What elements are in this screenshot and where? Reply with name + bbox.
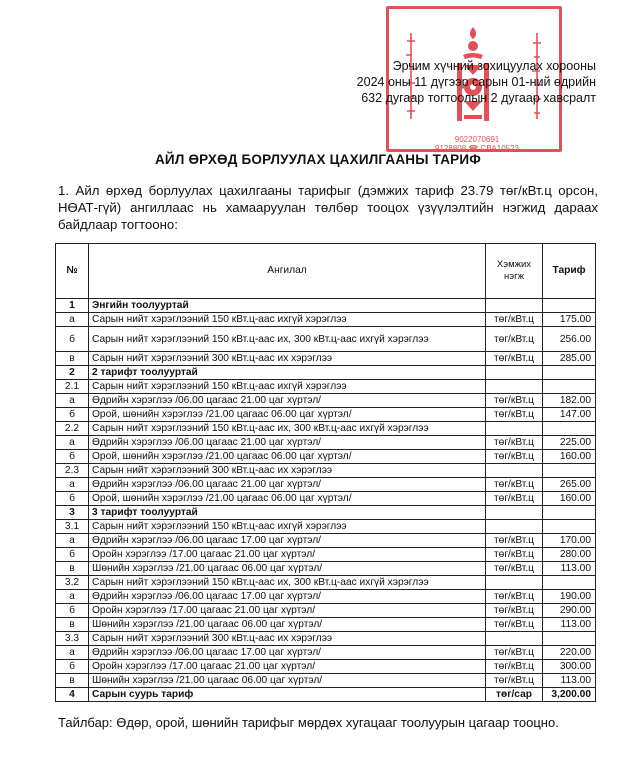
row-label: Оройн хэрэглээ /17.00 цагаас 21.00 цаг хүртэл/	[89, 548, 486, 562]
table-row	[56, 562, 596, 576]
table-row	[56, 590, 596, 604]
row-unit	[486, 520, 543, 534]
row-unit: төг/кВт.ц	[486, 618, 543, 632]
row-price: 160.00	[543, 450, 596, 464]
approval-note	[357, 58, 596, 106]
row-unit: төг/кВт.ц	[486, 562, 543, 576]
row-label: Өдрийн хэрэглээ /06.00 цагаас 17.00 цаг хүртэл/	[89, 646, 486, 660]
header-num: №	[56, 244, 89, 299]
row-price: 220.00	[543, 646, 596, 660]
row-unit: төг/кВт.ц	[486, 674, 543, 688]
table-row	[56, 576, 596, 590]
row-price	[543, 464, 596, 478]
row-num: б	[56, 660, 89, 674]
row-num: а	[56, 478, 89, 492]
row-price: 265.00	[543, 478, 596, 492]
row-label: Шөнийн хэрэглээ /21.00 цагаас 06.00 цаг хүртэл/	[89, 618, 486, 632]
row-num: а	[56, 590, 89, 604]
table-row	[56, 408, 596, 422]
stamp-number-2: 9128808 ☎ СВА10523	[435, 144, 519, 153]
table-header-row	[56, 244, 596, 299]
row-label: Сарын нийт хэрэглээний 300 кВт.ц-аас их хэрэглээ	[89, 464, 486, 478]
row-price	[543, 299, 596, 313]
row-label: Өдрийн хэрэглээ /06.00 цагаас 21.00 цаг хүртэл/	[89, 394, 486, 408]
row-label: Шөнийн хэрэглээ /21.00 цагаас 06.00 цаг хүртэл/	[89, 674, 486, 688]
row-unit: төг/кВт.ц	[486, 408, 543, 422]
row-unit: төг/сар	[486, 688, 543, 702]
row-price: 147.00	[543, 408, 596, 422]
row-num: в	[56, 562, 89, 576]
row-num: 3.2	[56, 576, 89, 590]
row-unit	[486, 299, 543, 313]
table-row	[56, 506, 596, 520]
table-row	[56, 299, 596, 313]
row-num: в	[56, 618, 89, 632]
table-row	[56, 618, 596, 632]
row-num: 2.1	[56, 380, 89, 394]
table-row	[56, 352, 596, 366]
row-label: 2 тарифт тоолууртай	[89, 366, 486, 380]
intro-paragraph: 1. Айл өрхөд борлуулах цахилгааны тарифыг (дэмжих тариф 23.79 төг/кВт.ц орсон, НӨАТ-гүй) ангиллаас нь хамааруулан төлбөр тооцох үзүүлэлтийн нэгжид дараах байдлаар тогтооно:	[58, 183, 598, 232]
table-row	[56, 327, 596, 352]
table-row	[56, 436, 596, 450]
row-price: 3,200.00	[543, 688, 596, 702]
row-unit: төг/кВт.ц	[486, 492, 543, 506]
row-label: Өдрийн хэрэглээ /06.00 цагаас 21.00 цаг хүртэл/	[89, 436, 486, 450]
row-num: а	[56, 646, 89, 660]
row-num: б	[56, 450, 89, 464]
table-row	[56, 674, 596, 688]
row-price: 182.00	[543, 394, 596, 408]
row-num: а	[56, 534, 89, 548]
table-row	[56, 380, 596, 394]
row-unit: төг/кВт.ц	[486, 313, 543, 327]
table-row	[56, 548, 596, 562]
row-label: Өдрийн хэрэглээ /06.00 цагаас 21.00 цаг хүртэл/	[89, 478, 486, 492]
row-price: 113.00	[543, 562, 596, 576]
row-label: Сарын нийт хэрэглээний 150 кВт.ц-аас ихгүй хэрэглээ	[89, 520, 486, 534]
table-row	[56, 366, 596, 380]
row-num: 2.3	[56, 464, 89, 478]
row-num: б	[56, 604, 89, 618]
row-num: 3.3	[56, 632, 89, 646]
row-label: Орой, шөнийн хэрэглээ /21.00 цагаас 06.00 цаг хүртэл/	[89, 408, 486, 422]
row-unit: төг/кВт.ц	[486, 646, 543, 660]
row-unit: төг/кВт.ц	[486, 327, 543, 352]
row-price	[543, 632, 596, 646]
row-unit: төг/кВт.ц	[486, 450, 543, 464]
row-label: Сарын нийт хэрэглээний 150 кВт.ц-аас ихгүй хэрэглээ	[89, 313, 486, 327]
row-label: Сарын суурь тариф	[89, 688, 486, 702]
table-row	[56, 534, 596, 548]
stamp-number-1: 9022070691	[454, 135, 500, 144]
row-num: 1	[56, 299, 89, 313]
row-num: а	[56, 394, 89, 408]
row-price: 190.00	[543, 590, 596, 604]
table-row	[56, 632, 596, 646]
row-label: Оройн хэрэглээ /17.00 цагаас 21.00 цаг хүртэл/	[89, 660, 486, 674]
row-label: Сарын нийт хэрэглээний 150 кВт.ц-аас их, 300 кВт.ц-аас ихгүй хэрэглээ	[89, 576, 486, 590]
row-price	[543, 576, 596, 590]
row-unit	[486, 576, 543, 590]
table-row	[56, 394, 596, 408]
row-num: в	[56, 352, 89, 366]
header-price: Тариф	[543, 244, 596, 299]
row-price: 256.00	[543, 327, 596, 352]
row-num: 4	[56, 688, 89, 702]
row-unit	[486, 380, 543, 394]
row-price	[543, 520, 596, 534]
table-row	[56, 604, 596, 618]
footnote: Тайлбар: Өдөр, орой, шөнийн тарифыг мөрдөх хугацааг тоолуурын цагаар тооцно.	[58, 715, 559, 730]
row-num: а	[56, 313, 89, 327]
row-unit: төг/кВт.ц	[486, 394, 543, 408]
row-label: Сарын нийт хэрэглээний 300 кВт.ц-аас их хэрэглээ	[89, 632, 486, 646]
row-unit: төг/кВт.ц	[486, 478, 543, 492]
table-row	[56, 520, 596, 534]
header-category: Ангилал	[89, 244, 486, 299]
page-title: АЙЛ ӨРХӨД БОРЛУУЛАХ ЦАХИЛГААНЫ ТАРИФ	[154, 152, 481, 167]
row-num: б	[56, 492, 89, 506]
row-unit: төг/кВт.ц	[486, 534, 543, 548]
row-price	[543, 422, 596, 436]
row-unit: төг/кВт.ц	[486, 352, 543, 366]
row-label: Сарын нийт хэрэглээний 150 кВт.ц-аас их, 300 кВт.ц-аас ихгүй хэрэглээ	[89, 327, 486, 352]
header-unit: Хэмжих нэгж	[486, 244, 543, 299]
row-price: 113.00	[543, 674, 596, 688]
table-row	[56, 478, 596, 492]
row-unit	[486, 366, 543, 380]
row-label: Шөнийн хэрэглээ /21.00 цагаас 06.00 цаг хүртэл/	[89, 562, 486, 576]
row-label: Орой, шөнийн хэрэглээ /21.00 цагаас 06.00 цаг хүртэл/	[89, 492, 486, 506]
row-label: Сарын нийт хэрэглээний 150 кВт.ц-аас ихгүй хэрэглээ	[89, 380, 486, 394]
row-num: а	[56, 436, 89, 450]
row-unit: төг/кВт.ц	[486, 548, 543, 562]
row-price: 175.00	[543, 313, 596, 327]
row-price: 290.00	[543, 604, 596, 618]
approval-line-1: Эрчим хүчний зохицуулах хорооны	[392, 59, 596, 73]
row-price: 280.00	[543, 548, 596, 562]
tariff-table	[55, 243, 596, 702]
row-num: в	[56, 674, 89, 688]
row-unit	[486, 464, 543, 478]
row-price	[543, 506, 596, 520]
row-price	[543, 380, 596, 394]
row-price	[543, 366, 596, 380]
row-label: Орой, шөнийн хэрэглээ /21.00 цагаас 06.00 цаг хүртэл/	[89, 450, 486, 464]
table-row	[56, 646, 596, 660]
row-unit: төг/кВт.ц	[486, 604, 543, 618]
row-num: 3	[56, 506, 89, 520]
row-unit: төг/кВт.ц	[486, 590, 543, 604]
table-row	[56, 450, 596, 464]
approval-line-2: 2024 оны 11 дүгээр сарын 01-ний өдрийн	[356, 75, 596, 89]
table-row	[56, 422, 596, 436]
row-label: Оройн хэрэглээ /17.00 цагаас 21.00 цаг хүртэл/	[89, 604, 486, 618]
table-row	[56, 688, 596, 702]
row-num: б	[56, 548, 89, 562]
table-row	[56, 464, 596, 478]
table-row	[56, 492, 596, 506]
row-num: 3.1	[56, 520, 89, 534]
row-unit	[486, 422, 543, 436]
table-row	[56, 313, 596, 327]
row-unit: төг/кВт.ц	[486, 660, 543, 674]
row-num: 2.2	[56, 422, 89, 436]
row-price: 225.00	[543, 436, 596, 450]
approval-line-3: 632 дугаар тогтоолын 2 дугаар хавсралт	[361, 91, 596, 105]
row-price: 300.00	[543, 660, 596, 674]
row-num: б	[56, 408, 89, 422]
row-price: 113.00	[543, 618, 596, 632]
table-row	[56, 660, 596, 674]
row-label: Сарын нийт хэрэглээний 150 кВт.ц-аас их, 300 кВт.ц-аас ихгүй хэрэглээ	[89, 422, 486, 436]
row-unit	[486, 506, 543, 520]
row-unit: төг/кВт.ц	[486, 436, 543, 450]
row-label: Өдрийн хэрэглээ /06.00 цагаас 17.00 цаг хүртэл/	[89, 534, 486, 548]
row-num: 2	[56, 366, 89, 380]
row-label: Өдрийн хэрэглээ /06.00 цагаас 17.00 цаг хүртэл/	[89, 590, 486, 604]
row-price: 160.00	[543, 492, 596, 506]
row-price: 170.00	[543, 534, 596, 548]
row-price: 285.00	[543, 352, 596, 366]
row-unit	[486, 632, 543, 646]
row-label: Сарын нийт хэрэглээний 300 кВт.ц-аас их хэрэглээ	[89, 352, 486, 366]
row-label: Энгийн тоолууртай	[89, 299, 486, 313]
row-num: б	[56, 327, 89, 352]
row-label: 3 тарифт тоолууртай	[89, 506, 486, 520]
